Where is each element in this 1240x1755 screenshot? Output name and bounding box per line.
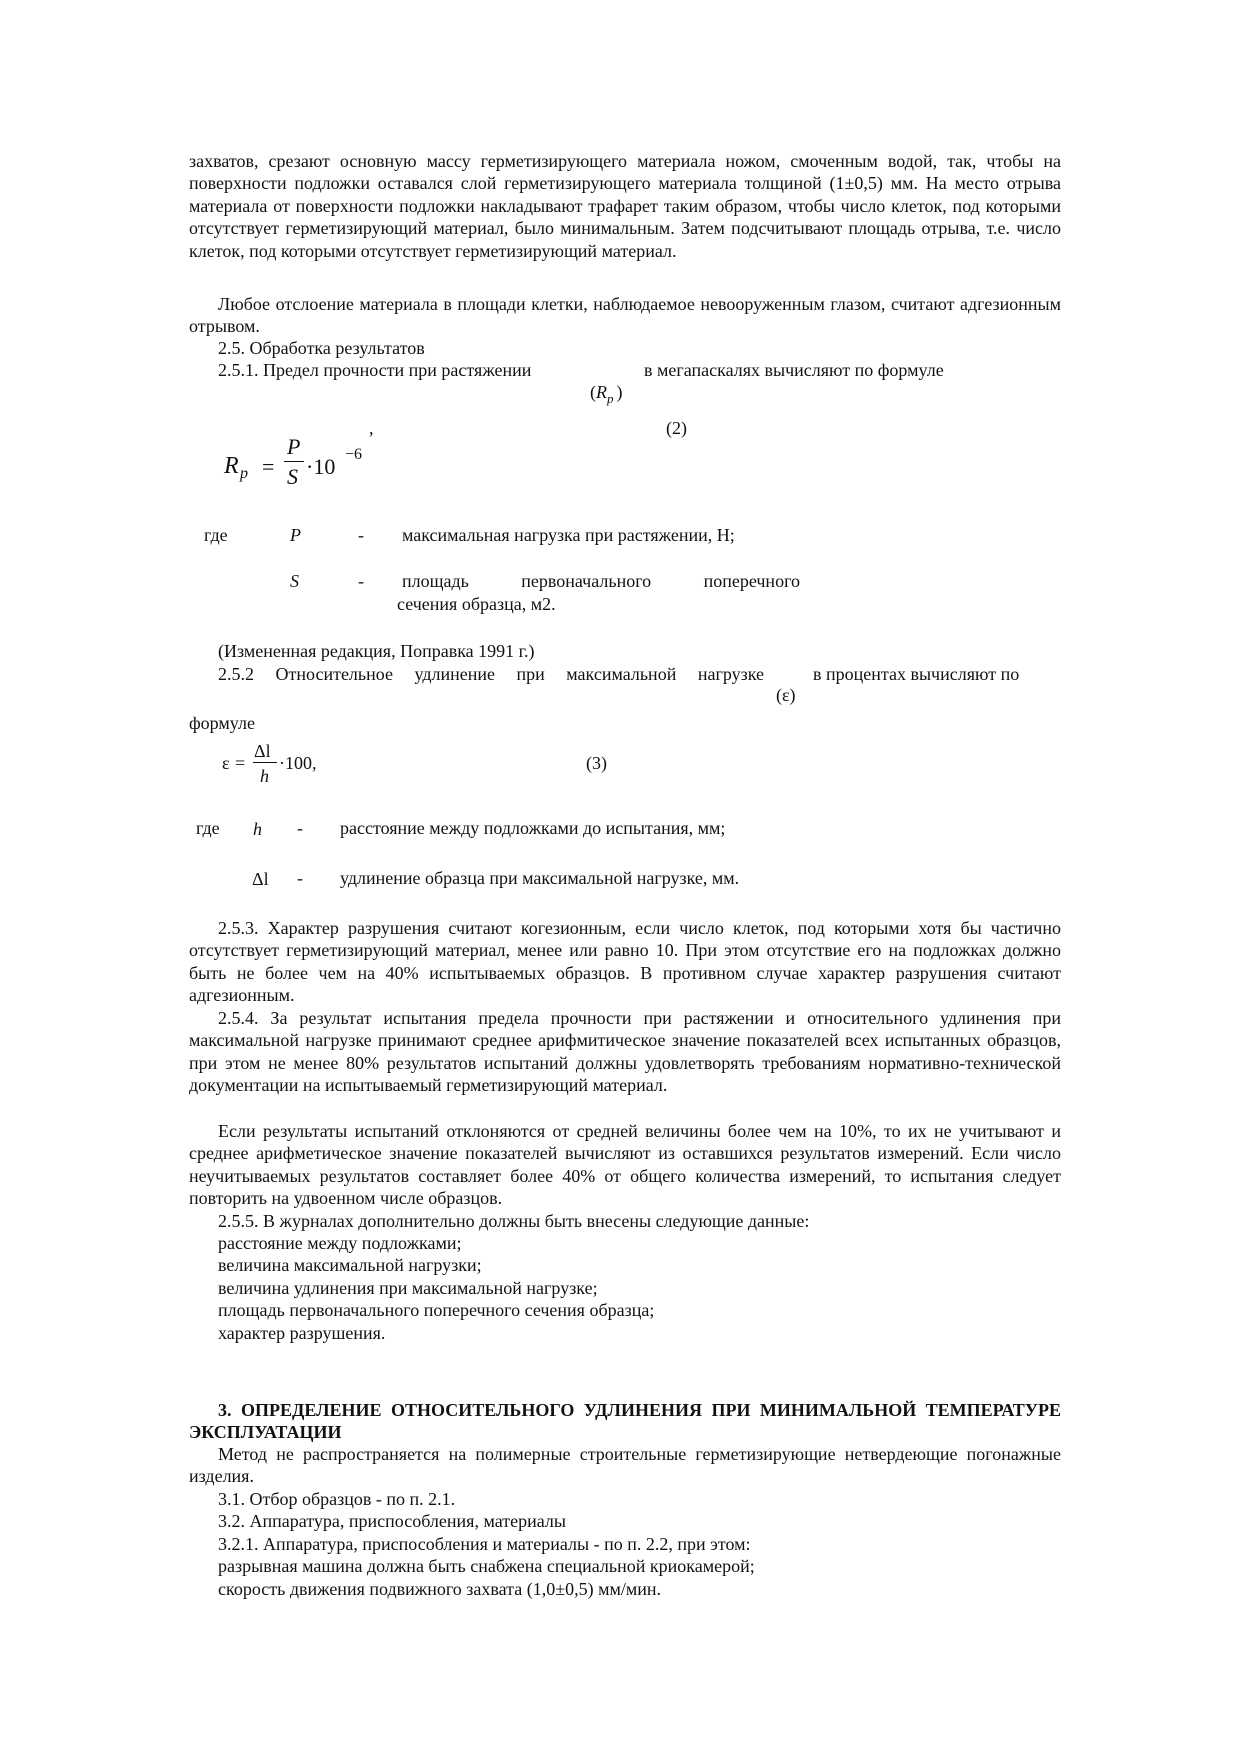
amendment-note: (Измененная редакция, Поправка 1991 г.) <box>218 641 535 661</box>
eq2-denominator: S <box>287 464 298 489</box>
section-2-5-title: 2.5. Обработка результатов <box>218 338 425 358</box>
section-3-line: 3.2. Аппаратура, приспособления, материалы <box>218 1511 566 1532</box>
paragraph-2-5-3: 2.5.3. Характер разрушения считают когезионным, если число клеток, под которыми хотя бы частично отсутствует герметизирующий материал, менее или равно 10. При этом отсутствие его на подложках должно быть не более чем на 40% испытываемых образцов. В противном случае характер разрушения считают адгезионным. <box>189 918 1061 1006</box>
where2-dash-1: - <box>297 818 303 838</box>
section-2-5-1-text-b: в мегапаскалях вычисляют по формуле <box>644 360 944 380</box>
eq3-number: (3) <box>586 753 607 773</box>
data-list <box>218 1232 654 1344</box>
section-2-5-5: 2.5.5. В журналах дополнительно должны быть внесены следующие данные: <box>218 1211 810 1231</box>
epsilon-symbol: (ε) <box>776 685 796 705</box>
section-3-heading: 3. ОПРЕДЕЛЕНИЕ ОТНОСИТЕЛЬНОГО УДЛИНЕНИЯ ПРИ МИНИМАЛЬНОЙ ТЕМПЕРАТУРЕ ЭКСПЛУАТАЦИИ <box>189 1400 1061 1443</box>
section-2-5-2-text-b: в процентах вычисляют по <box>813 664 1020 684</box>
section-3-line: скорость движения подвижного захвата (1,0±0,5) мм/мин. <box>218 1578 662 1599</box>
where1-s-desc-2: сечения образца, м2. <box>397 594 556 614</box>
list-item: характер разрушения. <box>218 1322 386 1343</box>
eq3-equals: = <box>235 753 246 773</box>
paragraph-deviation: Если результаты испытаний отклоняются от средней величины более чем на 10%, то их не учитывают и среднее арифметическое значение показателей вычисляют из оставшихся результатов измерений. Если число неучитываемых результатов составляет более 40% от общего количества измерений, то испытания следует повторить на удвоенном числе образцов. <box>189 1121 1061 1209</box>
eq3-epsilon: ε <box>222 753 230 773</box>
eq2-multiplier: ·10 <box>306 454 336 479</box>
where2-dl-desc: удлинение образца при максимальной нагрузке, мм. <box>340 868 740 888</box>
where2-h-desc: расстояние между подложками до испытания, мм; <box>340 818 726 838</box>
rp-symbol <box>590 381 623 405</box>
where1-p-symbol: P <box>290 525 301 545</box>
paragraph-intro: захватов, срезают основную массу герметизирующего материала ножом, смоченным водой, так, чтобы на поверхности подложки оставался слой герметизирующего материала толщиной (1±0,5) мм. На место отрыва материала от поверхности подложки накладывают трафарет таким образом, чтобы число клеток, под которыми отсутствует герметизирующий материал, было минимальным. Затем подсчитывают площадь отрыва, т.е. число клеток, под которыми отсутствует герметизирующий материал. <box>189 151 1061 261</box>
rp-r: R <box>596 382 607 402</box>
where1-s-symbol: S <box>290 571 299 591</box>
rp-sub: p <box>607 391 614 406</box>
list-item: величина удлинения при максимальной нагрузке; <box>218 1277 598 1298</box>
where2-label: где <box>196 818 220 838</box>
paragraph-method: Метод не распространяется на полимерные строительные герметизирующие нетвердеющие погонажные изделия. <box>189 1444 1061 1487</box>
section-2-5-2-text-a: 2.5.2 Относительное удлинение при максимальной нагрузке <box>218 664 764 684</box>
eq2-fraction-bar <box>284 461 304 462</box>
eq2-exponent: −6 <box>345 446 363 463</box>
where1-dash-1: - <box>358 525 364 545</box>
list-item: величина максимальной нагрузки; <box>218 1255 482 1276</box>
section-2-5-1-text-a: 2.5.1. Предел прочности при растяжении <box>218 360 532 380</box>
eq3-denominator: h <box>260 766 269 786</box>
eq3-tail: ·100, <box>279 753 317 773</box>
section-3-list <box>218 1488 755 1600</box>
where2-dash-2: - <box>297 868 303 888</box>
list-item: площадь первоначального поперечного сечения образца; <box>218 1300 655 1321</box>
eq2-number: (2) <box>666 418 687 438</box>
section-3-line: 3.1. Отбор образцов - по п. 2.1. <box>218 1489 456 1509</box>
where2-h-symbol: h <box>253 819 262 839</box>
where1-p-desc: максимальная нагрузка при растяжении, Н; <box>402 525 735 545</box>
section-3-line: 3.2.1. Аппаратура, приспособления и материалы - по п. 2.2, при этом: <box>218 1533 751 1554</box>
paragraph-2-5-4: 2.5.4. За результат испытания предела прочности при растяжении и относительного удлинения при максимальной нагрузке принимают среднее арифмитическое значение показателей всех испытанных образцов, при этом не менее 80% результатов испытаний должны удовлетворять требованиям нормативно-технической документации на испытываемый герметизирующий материал. <box>189 1008 1061 1096</box>
formula-word: формуле <box>189 713 255 733</box>
eq2-equals: = <box>262 454 275 479</box>
rp-close-paren: ) <box>616 382 623 402</box>
paragraph-adhesion: Любое отслоение материала в площади клетки, наблюдаемое невооруженным глазом, считают адгезионным отрывом. <box>189 294 1061 337</box>
section-3-line: разрывная машина должна быть снабжена специальной криокамерой; <box>218 1556 755 1577</box>
eq3-numerator: Δl <box>254 741 271 761</box>
rp-open-paren: ( <box>590 382 596 402</box>
where1-s-desc-1: площадь первоначального поперечного <box>402 571 800 591</box>
where1-label: где <box>204 525 228 545</box>
eq2-p-sub: p <box>240 465 248 482</box>
where1-dash-2: - <box>358 571 364 591</box>
eq2-r: R <box>224 453 239 479</box>
eq2-comma: , <box>369 418 374 438</box>
eq2-numerator: P <box>287 434 301 459</box>
list-item: расстояние между подложками; <box>218 1233 462 1253</box>
where2-dl-symbol: Δl <box>252 869 269 889</box>
eq3-fraction-bar <box>253 762 277 763</box>
